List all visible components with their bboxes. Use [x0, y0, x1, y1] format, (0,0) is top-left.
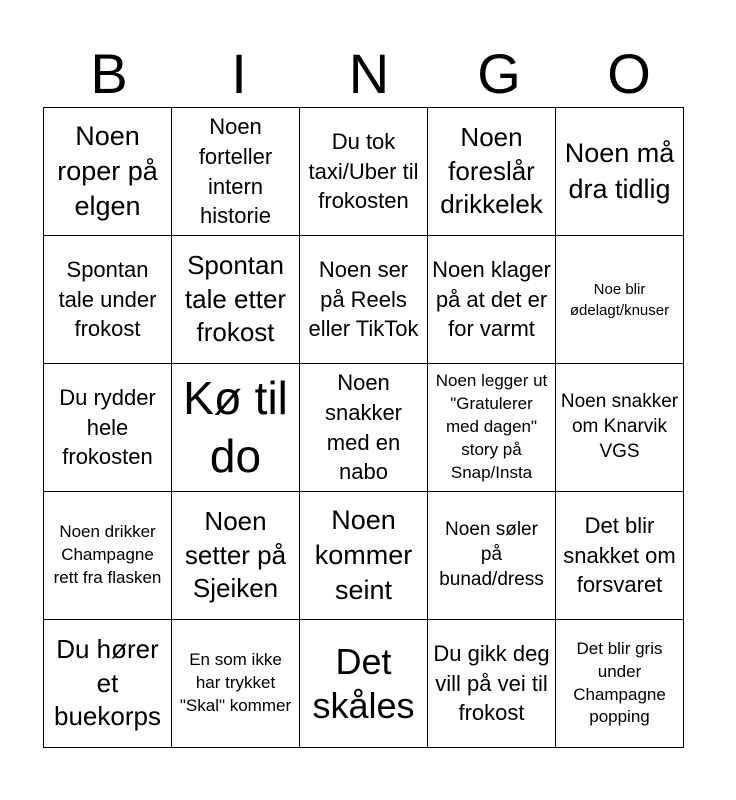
bingo-cell[interactable] [172, 236, 300, 364]
bingo-cell-text: Du gikk deg vill på vei til frokost [433, 640, 550, 726]
bingo-cell-text: Noen kommer seint [314, 504, 413, 606]
bingo-cell-text: Noen foreslår drikkelek [440, 121, 543, 220]
bingo-cell[interactable] [172, 492, 300, 620]
bingo-cell[interactable] [44, 492, 172, 620]
bingo-cell-text: Det skåles [312, 640, 415, 726]
bingo-cell[interactable] [556, 364, 684, 492]
board-row [44, 236, 684, 364]
bingo-cell-text: Det blir gris under Champagne popping [573, 638, 666, 727]
bingo-cell[interactable] [556, 492, 684, 620]
bingo-cell[interactable] [428, 492, 556, 620]
bingo-cell-text: Noen klager på at det er for varmt [432, 256, 551, 342]
bingo-title [44, 40, 694, 108]
bingo-cell-text: Noen forteller intern historie [198, 114, 273, 229]
title-letter-b: B [90, 42, 128, 105]
bingo-cell[interactable] [428, 236, 556, 364]
bingo-cell[interactable] [44, 364, 172, 492]
bingo-cell-text: Noe blir ødelagt/knuser [569, 280, 670, 319]
bingo-cell[interactable] [428, 364, 556, 492]
bingo-cell-text: Du rydder hele frokosten [59, 384, 156, 470]
bingo-cell-text: Kø til do [183, 372, 288, 482]
bingo-cell[interactable] [300, 620, 428, 748]
bingo-cell[interactable] [300, 364, 428, 492]
bingo-cell-text: Noen legger ut "Gratulerer med dagen" story på Snap/Insta [435, 371, 548, 482]
bingo-cell[interactable] [300, 236, 428, 364]
title-letter-n: N [348, 42, 390, 105]
bingo-cell[interactable] [428, 108, 556, 236]
bingo-cell[interactable] [556, 620, 684, 748]
bingo-cell-text: Noen setter på Sjeiken [184, 505, 287, 604]
board-row [44, 620, 684, 748]
bingo-cell-text: Spontan tale etter frokost [184, 249, 287, 348]
bingo-cell-text: Noen snakker med en nabo [324, 370, 403, 485]
bingo-cell[interactable] [44, 108, 172, 236]
board-row [44, 364, 684, 492]
bingo-cell-text: Noen drikker Champagne rett fra flasken [53, 522, 162, 587]
bingo-cell-text: En som ikke har trykket "Skal" kommer [179, 650, 292, 715]
bingo-cell-text: Spontan tale under frokost [58, 256, 157, 342]
bingo-cell[interactable] [172, 620, 300, 748]
bingo-cell-text: Du hører et buekorps [54, 633, 161, 732]
bingo-cell-text: Noen må dra tidlig [564, 138, 675, 204]
bingo-cell-text: Noen ser på Reels eller TikTok [308, 256, 419, 342]
board-row [44, 492, 684, 620]
bingo-cell[interactable] [172, 108, 300, 236]
board-row [44, 108, 684, 236]
bingo-cell[interactable] [300, 492, 428, 620]
bingo-cell-text: Noen søler på bunad/dress [439, 519, 544, 590]
title-letter-g: G [477, 42, 521, 105]
bingo-cell[interactable] [300, 108, 428, 236]
bingo-cell-text: Noen roper på elgen [57, 120, 158, 222]
title-letter-o: O [607, 42, 651, 105]
bingo-cell[interactable] [556, 108, 684, 236]
bingo-cell-text: Noen snakker om Knarvik VGS [560, 391, 679, 462]
bingo-cell[interactable] [44, 236, 172, 364]
bingo-board [43, 107, 684, 748]
bingo-cell[interactable] [172, 364, 300, 492]
title-letter-i: I [231, 42, 247, 105]
bingo-cell[interactable] [428, 620, 556, 748]
bingo-cell-text: Du tok taxi/Uber til frokosten [308, 128, 419, 214]
bingo-cell-text: Det blir snakket om forsvaret [563, 512, 676, 598]
bingo-cell[interactable] [44, 620, 172, 748]
bingo-cell[interactable] [556, 236, 684, 364]
